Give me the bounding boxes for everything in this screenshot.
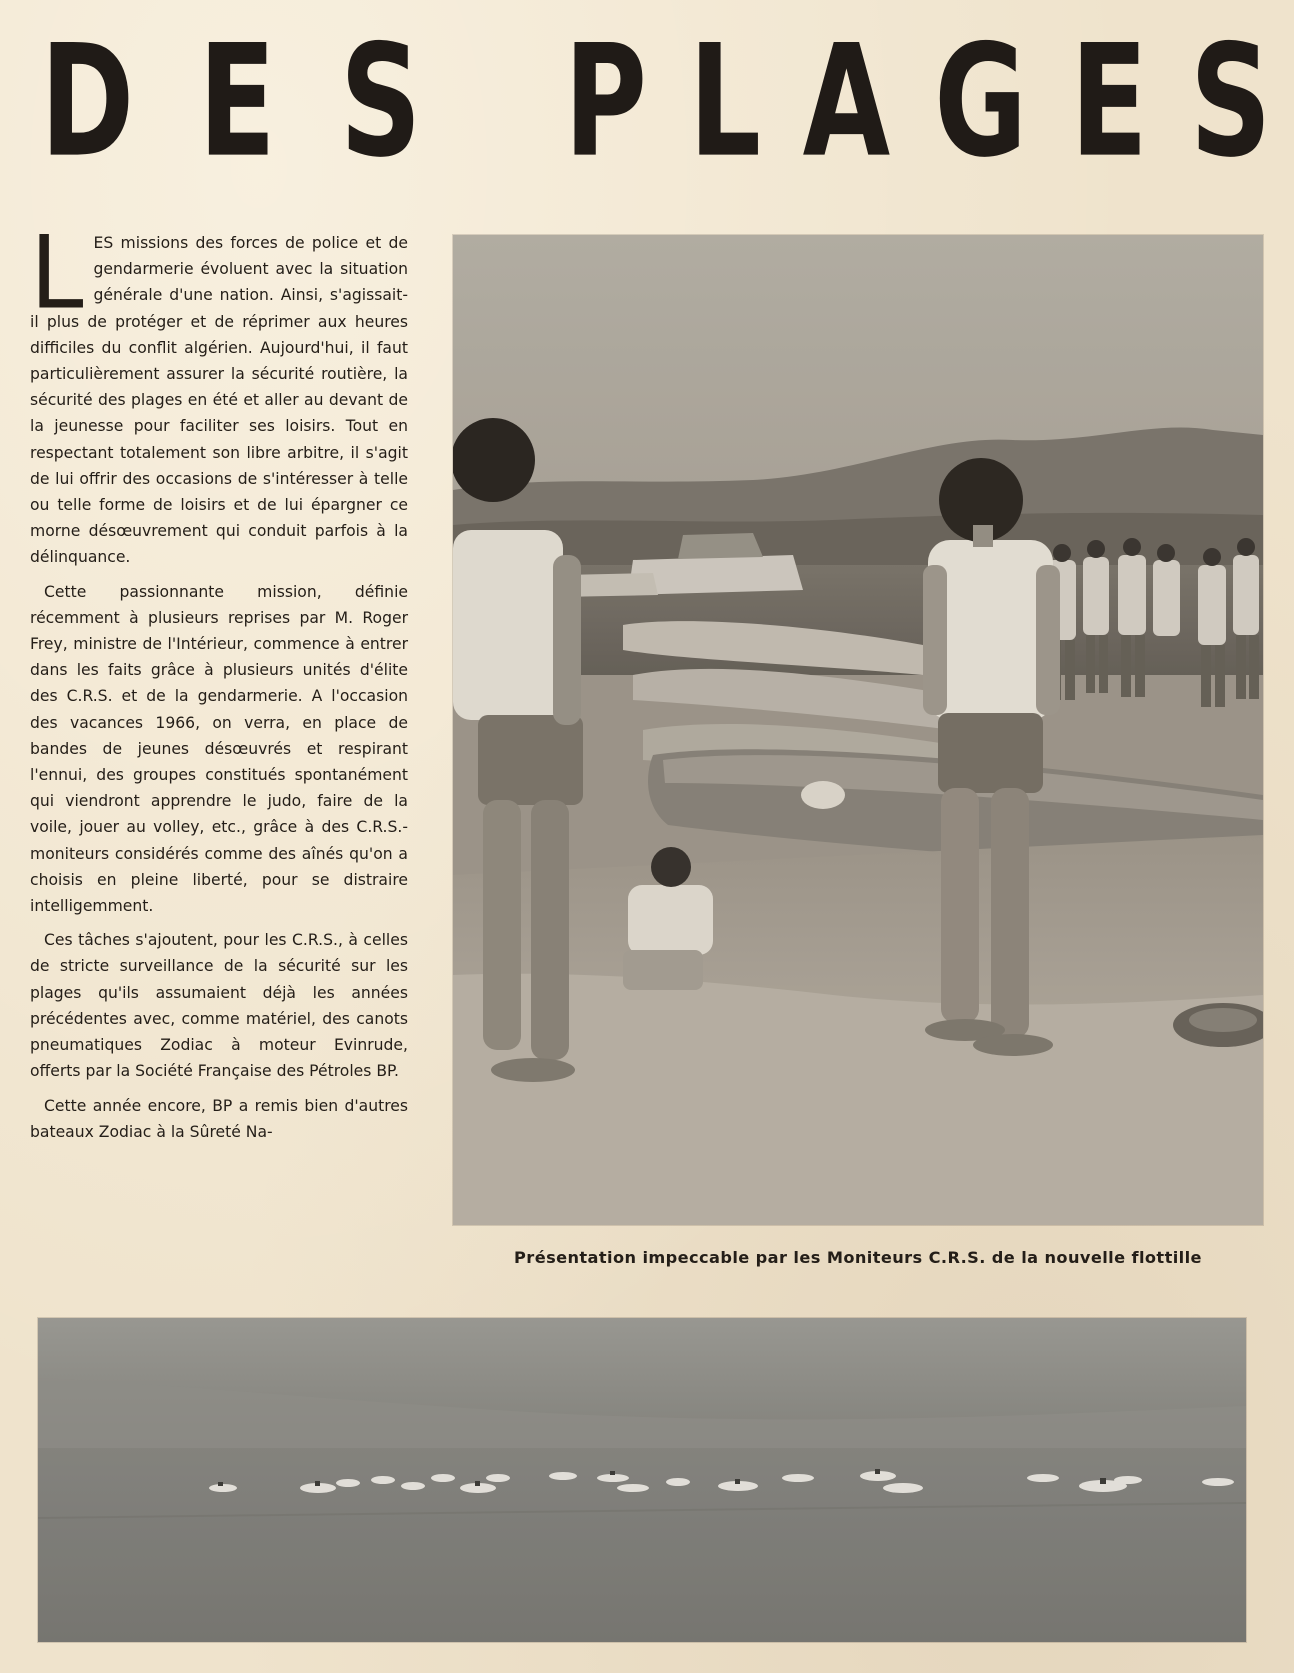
drop-cap: L <box>30 214 84 332</box>
article-paragraph-2: Cette passionnante mission, définie récemment à plusieurs reprises par M. Roger Frey, ministre de l'Intérieur, commence à entrer dans les faits grâce à plusieurs unités d'élite des C.R.S. et de la gendarmerie. A l'occasion des vacances 1966, on verra, en place de bandes de jeunes désœuvrés et respirant l'ennui, des groupes constitués spontanément qui viendront apprendre le judo, faire de la voile, jouer au volley, etc., grâce à des C.R.S.-moniteurs considérés comme des aînés qu'on a choisis en pleine liberté, pour se distraire intelligemment. <box>30 582 408 916</box>
headline-letter: P <box>564 11 648 192</box>
headline-letter: D <box>40 11 135 192</box>
photo-flotilla-at-sea <box>38 1318 1246 1642</box>
headline-letter: A <box>802 11 891 192</box>
article-paragraph-3: Ces tâches s'ajoutent, pour les C.R.S., à celles de stricte surveillance de la sécurité sur les plages qu'ils assumaient déjà les années précédentes avec, comme matériel, des canots pneumatiques Zodiac à moteur Evinrude, offerts par la Société Française des Pétroles BP. <box>30 931 408 1081</box>
headline-letter: E <box>1070 11 1148 192</box>
headline-word-plages <box>555 11 1280 192</box>
headline-letter: L <box>688 11 761 192</box>
headline-letter: S <box>339 11 422 192</box>
headline-letter: E <box>198 11 277 192</box>
headline-word-des <box>30 11 430 192</box>
article-paragraph-1 <box>30 214 408 571</box>
headline <box>30 11 1280 192</box>
photo-flotilla-illustration <box>38 1318 1246 1642</box>
photo-crs-monitors-beach <box>453 235 1263 1225</box>
article-column <box>30 214 408 1153</box>
photo-crs-monitors-illustration <box>453 235 1263 1225</box>
article-paragraph-1-text: ES missions des forces de police et de gendarmerie évoluent avec la situation générale d'une nation. Ainsi, s'agissait-il plus de protéger et de réprimer aux heures difficiles du conflit algérien. Aujourd'hui, il faut particulièrement assurer la sécurité routière, la sécurité des plages en été et aller au devant de la jeunesse pour faciliter ses loisirs. Tout en respectant totalement son libre arbitre, il s'agit de lui offrir des occasions de s'intéresser à telle ou telle forme de loisirs et de lui épargner ce morne désœuvrement qui conduit parfois à la délinquance. <box>30 234 408 567</box>
article-paragraph-4: Cette année encore, BP a remis bien d'autres bateaux Zodiac à la Sûreté Na- <box>30 1096 408 1141</box>
headline-letter: G <box>934 11 1028 192</box>
photo-caption: Présentation impeccable par les Moniteurs C.R.S. de la nouvelle flottille <box>514 1248 1202 1267</box>
headline-letter: S <box>1189 11 1272 192</box>
